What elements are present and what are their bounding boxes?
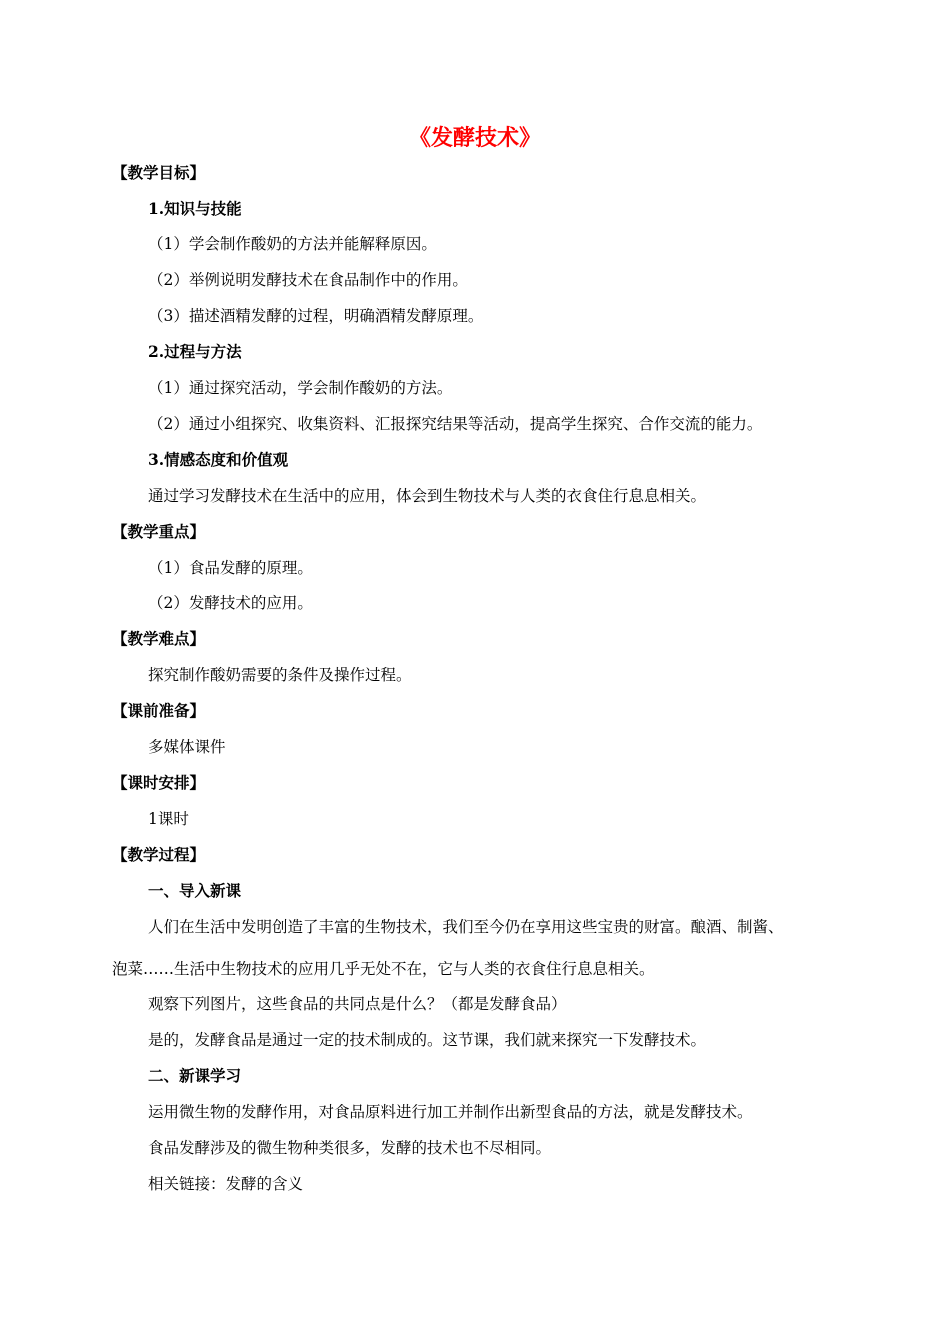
process-method-heading: 2.过程与方法 — [148, 342, 242, 361]
difficulties-heading: 【教学难点】 — [112, 629, 206, 648]
intro-heading: 一、导入新课 — [148, 881, 242, 900]
key-point-item: （2）发酵技术的应用。 — [148, 594, 313, 612]
intro-paragraph: 是的，发酵食品是通过一定的技术制成的。这节课，我们就来探究一下发酵技术。 — [148, 1031, 707, 1049]
process-method-item: （1）通过探究活动，学会制作酸奶的方法。 — [148, 379, 453, 397]
new-lesson-paragraph: 运用微生物的发酵作用，对食品原料进行加工并制作出新型食品的方法，就是发酵技术。 — [148, 1103, 753, 1121]
key-point-item: （1）食品发酵的原理。 — [148, 559, 313, 577]
intro-paragraph-line: 泡菜……生活中生物技术的应用几乎无处不在，它与人类的衣食住行息息相关。 — [112, 960, 655, 978]
knowledge-item: （2）举例说明发酵技术在食品制作中的作用。 — [148, 271, 468, 289]
difficulties-text: 探究制作酸奶需要的条件及操作过程。 — [148, 666, 412, 684]
intro-paragraph: 观察下列图片，这些食品的共同点是什么？（都是发酵食品） — [148, 995, 567, 1013]
new-lesson-paragraph: 相关链接：发酵的含义 — [148, 1175, 304, 1193]
intro-paragraph-line: 人们在生活中发明创造了丰富的生物技术，我们至今仍在享用这些宝贵的财富。酿酒、制酱、 — [148, 918, 784, 936]
values-text: 通过学习发酵技术在生活中的应用，体会到生物技术与人类的衣食住行息息相关。 — [148, 487, 707, 505]
process-method-item: （2）通过小组探究、收集资料、汇报探究结果等活动，提高学生探究、合作交流的能力。 — [148, 415, 763, 433]
knowledge-heading: 1.知识与技能 — [148, 199, 242, 218]
values-heading: 3.情感态度和价值观 — [148, 450, 289, 469]
new-lesson-heading: 二、新课学习 — [148, 1066, 242, 1085]
schedule-heading: 【课时安排】 — [112, 773, 206, 792]
objectives-heading: 【教学目标】 — [112, 163, 206, 182]
new-lesson-paragraph: 食品发酵涉及的微生物种类很多，发酵的技术也不尽相同。 — [148, 1139, 552, 1157]
key-points-heading: 【教学重点】 — [112, 522, 206, 541]
preparation-text: 多媒体课件 — [148, 738, 226, 756]
knowledge-item: （3）描述酒精发酵的过程，明确酒精发酵原理。 — [148, 307, 484, 325]
document-title: 《发酵技术》 — [408, 125, 541, 151]
teaching-process-heading: 【教学过程】 — [112, 845, 206, 864]
schedule-text: 1课时 — [148, 810, 189, 828]
knowledge-item: （1）学会制作酸奶的方法并能解释原因。 — [148, 235, 437, 253]
preparation-heading: 【课前准备】 — [112, 701, 206, 720]
